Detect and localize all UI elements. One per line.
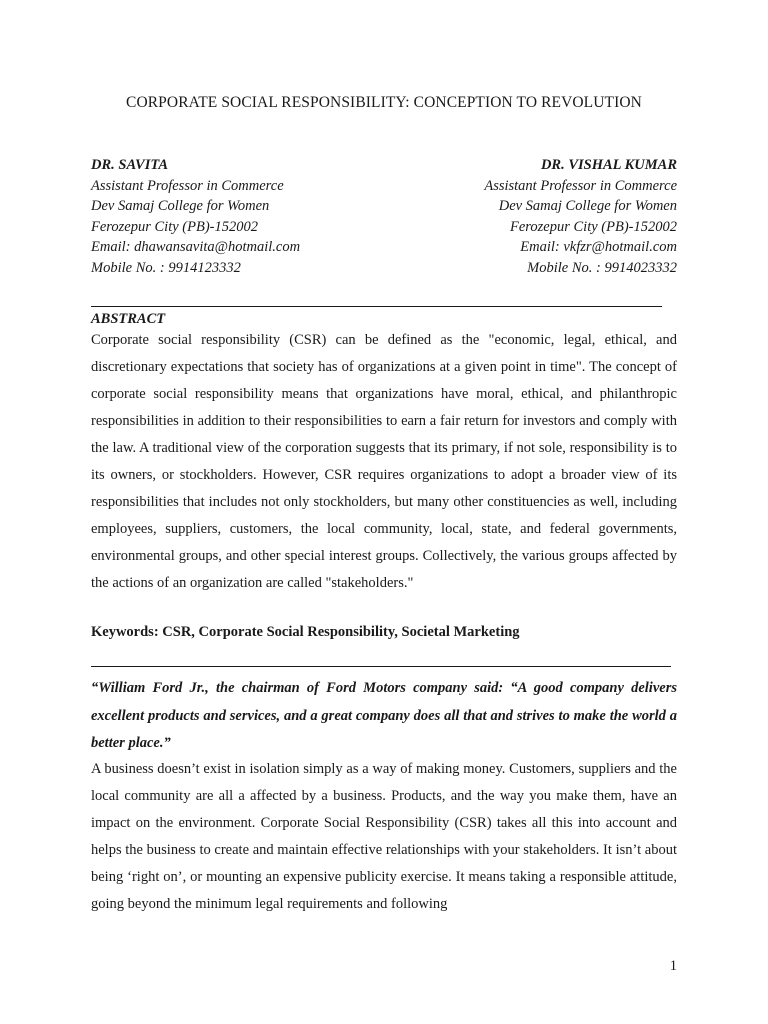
body-paragraph: A business doesn’t exist in isolation simply as a way of making money. Customers, suppliers and the local community are all a affected by a business. Products, and the way you make them, have an impact on the environment. Corporate Social Responsibility (CSR) takes all this into account and helps the business to create and maintain effective relationships with your stakeholders. It isn’t about being ‘right on’, or mounting an expensive publicity exercise. It means taking a responsible attitude, going beyond the minimum legal requirements and following [91,761,677,912]
author-email: Email: vkfzr@hotmail.com [520,239,677,256]
author-address: Ferozepur City (PB)-152002 [510,218,677,235]
author-name: DR. VISHAL KUMAR [540,157,677,173]
author-email: Email: dhawansavita@hotmail.com [91,239,301,256]
quote-paragraph: “William Ford Jr., the chairman of Ford Motors company said: “A good company delivers excellent products and services, and a great company does all that and strives to make the world a better place.” [91,680,677,751]
abstract-heading: ABSTRACT [91,311,166,327]
author-right [484,155,677,279]
author-left [91,155,300,279]
abstract-text: Corporate social responsibility (CSR) can be defined as the "economic, legal, ethical, and discretionary expectations that society has of organizations at a given point in time". The concept of corporate social responsibility means that organizations have moral, ethical, and philanthropic responsibilities in addition to their responsibilities to earn a fair return for investors and comply with the law. A traditional view of the corporation suggests that its primary, if not sole, responsibility is to its owners, or stockholders. However, CSR requires organizations to adopt a broader view of its responsibilities that includes not only stockholders, but many other constituencies as well, including employees, suppliers, customers, the local community, local, state, and federal governments, environmental groups, and other special interest groups. Collectively, the various groups affected by the actions of an organization are called "stakeholders." [91,332,677,591]
divider-line [91,666,671,667]
author-institution: Dev Samaj College for Women [91,198,270,215]
author-position: Assistant Professor in Commerce [91,177,284,194]
author-institution: Dev Samaj College for Women [498,198,677,215]
paper-title: CORPORATE SOCIAL RESPONSIBILITY: CONCEPTION TO REVOLUTION [126,94,642,111]
divider-line [91,306,662,307]
page-number: 1 [669,958,677,974]
author-mobile: Mobile No. : 9914123332 [91,259,241,276]
author-mobile: Mobile No. : 9914023332 [527,259,677,276]
author-address: Ferozepur City (PB)-152002 [91,218,258,235]
keywords-line: Keywords: CSR, Corporate Social Responsibility, Societal Marketing [91,624,520,640]
author-name: DR. SAVITA [91,157,169,173]
author-position: Assistant Professor in Commerce [484,177,677,194]
